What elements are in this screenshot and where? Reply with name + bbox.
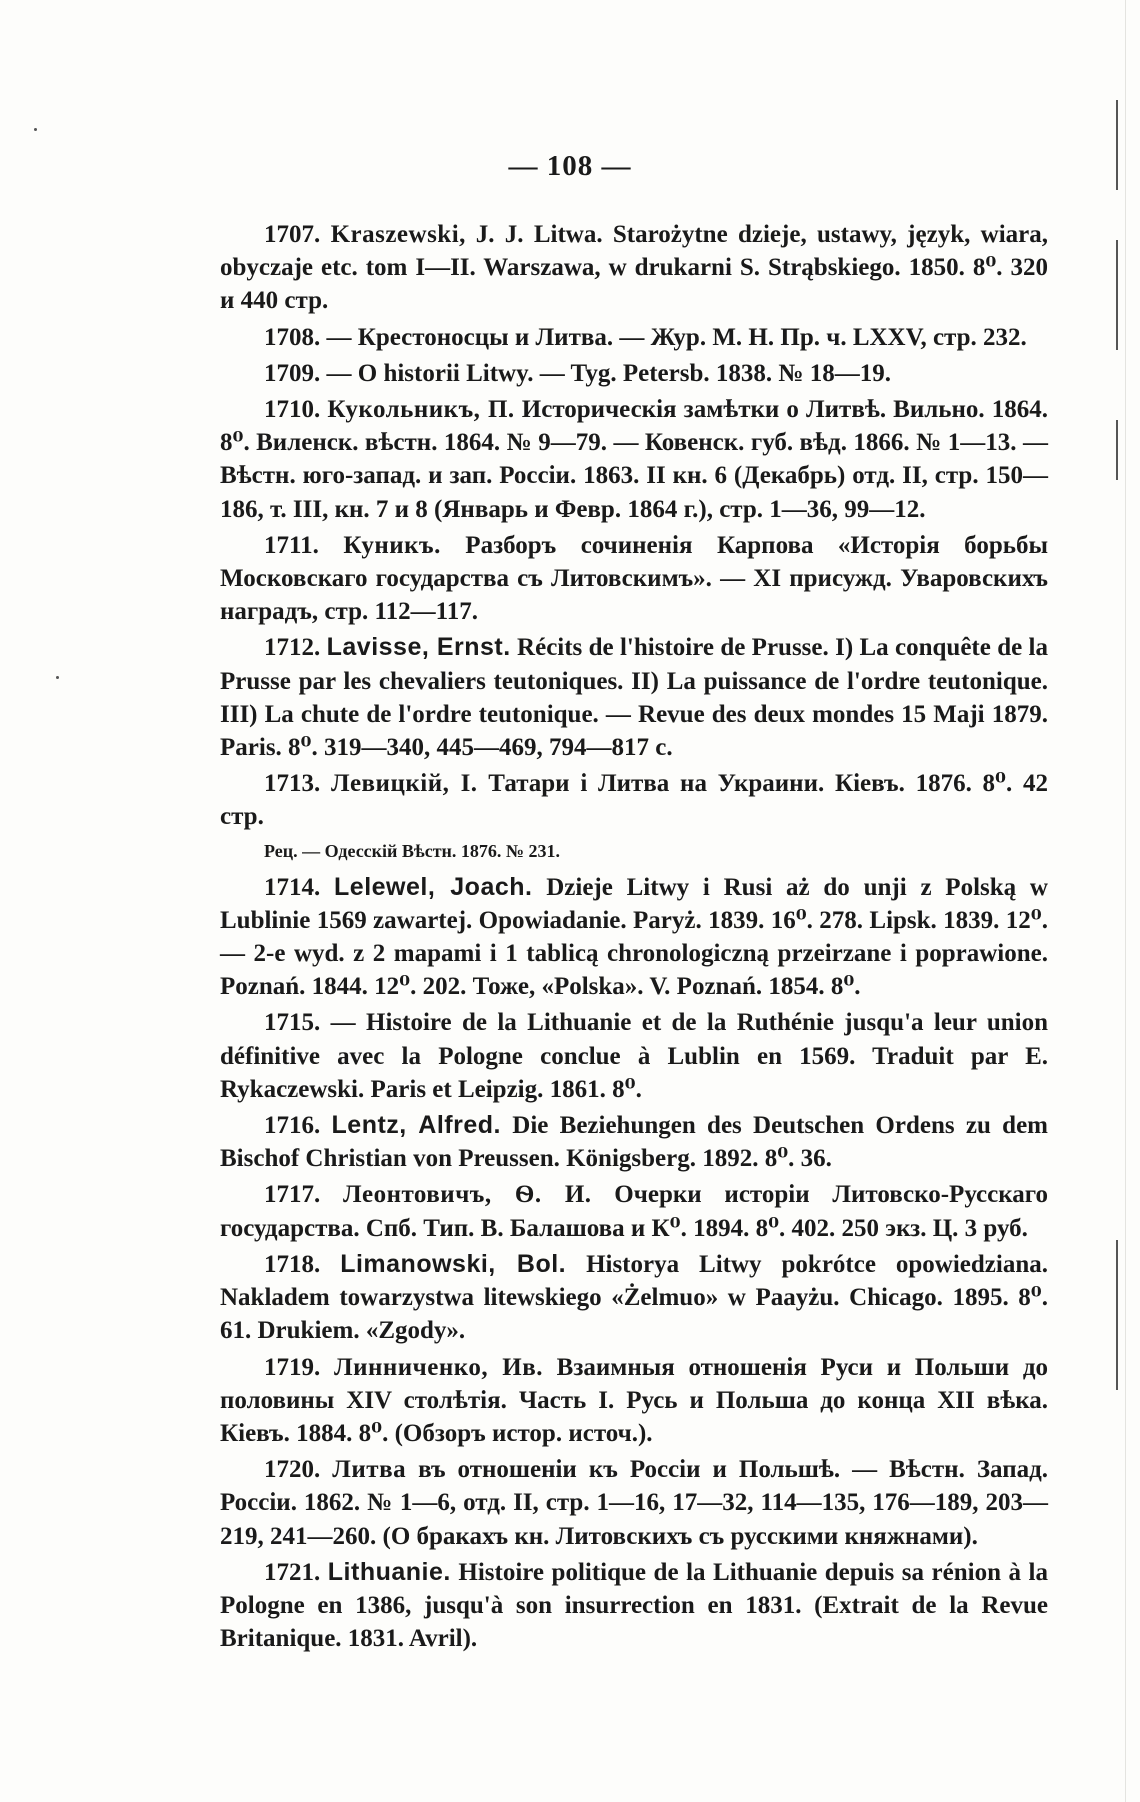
- entry-number: 1712.: [264, 634, 321, 662]
- entry-1712: [220, 631, 1048, 764]
- stray-dot: [56, 676, 59, 679]
- entry-author: Леонтовичъ, Ѳ. И.: [343, 1181, 592, 1209]
- entry-text: Историческія замѣтки о Литвѣ. Вильно. 1864. 8⁰. Виленск. вѣстн. 1864. № 9—79. — Ковенск. губ. вѣд. 1866. № 1—13. — Вѣстн. юго-запад. и зап. Россіи. 1863. II кн. 6 (Декабрь) отд. II, стр. 150—186, т. III, кн. 7 и 8 (Январь и Февр. 1864 г.), стр. 1—36, 99—12.: [220, 396, 1048, 523]
- entry-number: 1720.: [264, 1456, 321, 1484]
- entry-1707: [220, 218, 1048, 318]
- entry-author: Kraszewski: [330, 221, 460, 248]
- entry-author: Lavisse, Ernst.: [326, 633, 511, 662]
- page-edge: [1125, 0, 1126, 1802]
- review-note: Рец. — Одесскій Вѣстн. 1876. № 231.: [264, 840, 561, 861]
- entry-1714: [220, 871, 1048, 1004]
- entry-number: 1708.: [264, 323, 321, 351]
- entry-1709: [220, 357, 1048, 390]
- entry-1720: [220, 1453, 1048, 1553]
- entry-author: Lentz, Alfred.: [331, 1111, 501, 1140]
- entry-author: Линниченко, Ив.: [333, 1353, 543, 1381]
- entry-1721: [220, 1556, 1048, 1656]
- entry-text: въ отношеніи къ Россіи и Польшѣ. — Вѣстн. Запад. Россіи. 1862. № 1—6, отд. II, стр. 1—16, 17—32, 114—135, 176—189, 203—219, 241—260. (О бракахъ кн. Литовскихъ съ русскими княжнами).: [220, 1456, 1048, 1550]
- entry-number: 1717.: [264, 1181, 321, 1209]
- entry-1718: [220, 1248, 1048, 1348]
- entry-1719: [220, 1351, 1048, 1451]
- entry-number: 1718.: [264, 1250, 321, 1278]
- entry-text: Взаимныя отношенія Руси и Польши до половины XIV столѣтія. Часть I. Русь и Польша до конца XII вѣка. Кіевъ. 1884. 8⁰. (Обзоръ истор. источ.).: [220, 1353, 1049, 1447]
- stray-dot: [34, 128, 37, 131]
- entry-1716: [220, 1109, 1048, 1175]
- entry-author: Кукольникъ, П.: [327, 396, 515, 424]
- entry-text: — O historii Litwy. — Tyg. Petersb. 1838. № 18—19.: [326, 359, 891, 387]
- entry-text: Historya Litwy pokrótce opowiedziana. Nakladem towarzystwa litewskiego «Żelmuo» w Paayżu. Chicago. 1895. 8⁰. 61. Drukiem. «Zgody».: [220, 1250, 1048, 1345]
- entry-text: Татари і Литва на Украини. Кіевъ. 1876. 8⁰. 42 стр.: [220, 770, 1048, 831]
- entry-number: 1707.: [264, 221, 321, 248]
- entry-text: — Histoire de la Lithuanie et de la Ruthénie jusqu'a leur union définitive avec la Pologne conclue à Lublin en 1569. Traduit par E. Rykaczewski. Paris et Leipzig. 1861. 8⁰.: [220, 1009, 1048, 1103]
- entry-text: — Крестоносцы и Литва. — Жур. М. Н. Пр. ч. LXXV, стр. 232.: [326, 323, 1027, 351]
- entry-1711: [220, 529, 1048, 629]
- entry-1708: [220, 321, 1048, 354]
- entry-author: Lelewel, Joach.: [334, 872, 533, 901]
- entry-text: , J. J. Litwa. Starożytne dzieje, ustawy, język, wiara, obyczaje etc. tom I—II. Warszawa, w drukarni S. Strąbskiego. 1850. 8⁰. 320 и 440 стр.: [220, 221, 1048, 315]
- margin-bar: [1116, 240, 1118, 350]
- entry-number: 1713.: [264, 770, 321, 798]
- entry-1717: [220, 1178, 1048, 1244]
- entry-number: 1715.: [264, 1009, 321, 1037]
- entry-text: Очерки исторіи Литовско-Русскаго государства. Спб. Тип. В. Балашова и К⁰. 1894. 8⁰. 402. 250 экз. Ц. 3 руб.: [220, 1181, 1048, 1242]
- entry-text: Histoire politique de la Lithuanie depuis sa rénion à la Pologne en 1386, jusqu'à son insurrection en 1831. (Extrait de la Revue Britanique. 1831. Avril).: [220, 1558, 1048, 1653]
- entry-1710: [220, 393, 1048, 526]
- entry-author: Левицкій, I.: [330, 770, 478, 798]
- entry-number: 1714.: [264, 873, 321, 901]
- page-number: — 108 —: [508, 150, 632, 182]
- entry-number: 1716.: [264, 1112, 321, 1140]
- entry-author: Куникъ.: [343, 531, 441, 559]
- entry-number: 1721.: [264, 1558, 321, 1586]
- entry-author: Lithuanie.: [327, 1557, 451, 1586]
- bibliography-list: [220, 218, 1048, 1658]
- entry-number: 1709.: [264, 359, 321, 387]
- entry-text: Die Beziehungen des Deutschen Ordens zu dem Bischof Christian von Preussen. Königsberg. 1892. 8⁰. 36.: [220, 1112, 1048, 1173]
- entry-number: 1710.: [264, 396, 321, 424]
- margin-bar: [1116, 420, 1118, 480]
- entry-number: 1719.: [264, 1353, 321, 1381]
- entry-text: Récits de l'histoire de Prusse. I) La conquête de la Prusse par les chevaliers teutoniques. II) La puissance de l'ordre teutonique. III) La chute de l'ordre teutonique. — Revue des deux mondes 15 Maji 1879. Paris. 8⁰. 319—340, 445—469, 794—817 с.: [220, 634, 1048, 762]
- entry-number: 1711.: [264, 531, 319, 559]
- entry-text: Разборъ сочиненія Карпова «Исторія борьбы Московскаго государства съ Литовскимъ». — XI присужд. Уваровскихъ наградъ, стр. 112—117.: [220, 531, 1048, 626]
- entry-author: Limanowski, Bol.: [340, 1249, 567, 1278]
- entry-1715: [220, 1006, 1048, 1106]
- entry-author: Литва: [332, 1456, 407, 1484]
- entry-1713: [220, 767, 1048, 833]
- margin-bar: [1116, 1240, 1118, 1390]
- entry-text: Dzieje Litwy i Rusi aż do unji z Polską w Lublinie 1569 zawartej. Opowiadanie. Paryż. 1839. 16⁰. 278. Lipsk. 1839. 12⁰. — 2-e wyd. z 2 mapami i 1 tablicą chronologiczną przeirzane i poprawione. Poznań. 1844. 12⁰. 202. Тоже, «Polska». V. Poznań. 1854. 8⁰.: [220, 873, 1048, 1001]
